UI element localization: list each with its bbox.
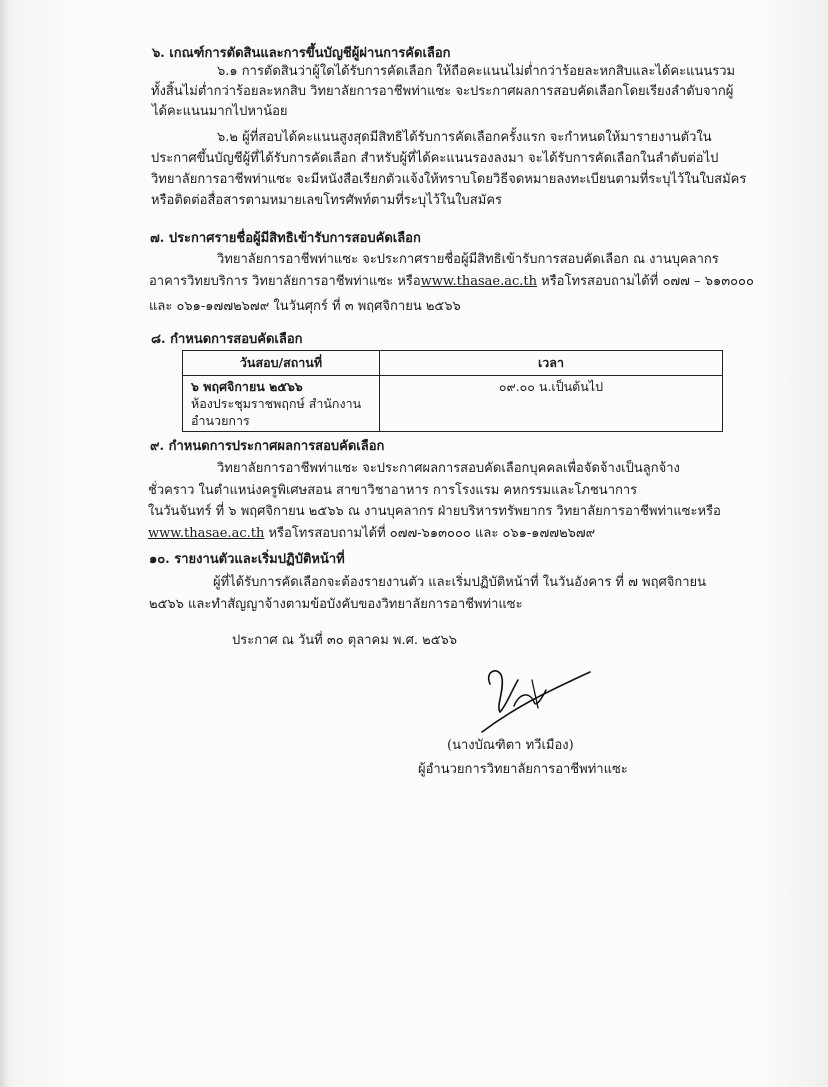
signer-name: (นางบัณฑิตา ทวีเมือง) xyxy=(447,738,574,753)
exam-schedule-table xyxy=(182,350,723,432)
announcement-date: ประกาศ ณ วันที่ ๓๐ ตุลาคม พ.ศ. ๒๕๖๖ xyxy=(232,633,458,648)
table-header-date-place: วันสอบ/สถานที่ xyxy=(183,351,380,376)
exam-date: ๖ พฤศจิกายน ๒๕๖๖ xyxy=(191,379,303,394)
section-7-line-1: วิทยาลัยการอาชีพท่าแซะ จะประกาศรายชื่อผู้มีสิทธิเข้ารับการสอบคัดเลือก ณ งานบุคลากร xyxy=(217,252,719,267)
table-cell-date-place xyxy=(183,376,380,432)
exam-place: ห้องประชุมราชพฤกษ์ สำนักงานอำนวยการ xyxy=(191,396,362,428)
section-9-line-2: ชั่วคราว ในตำแหน่งครูพิเศษสอน สาขาวิชาอาหาร การโรงแรม คหกรรมและโภชนาการ xyxy=(148,483,638,498)
section-9-line-4 xyxy=(148,526,595,542)
signature-image xyxy=(442,662,592,737)
signer-title: ผู้อำนวยการวิทยาลัยการอาชีพท่าแซะ xyxy=(418,762,628,777)
section-7-phone-text: หรือโทรสอบถามได้ที่ ๐๗๗ – ๖๑๓๐๐๐ xyxy=(537,274,754,289)
section-9-line-3: ในวันจันทร์ ที่ ๖ พฤศจิกายน ๒๕๖๖ ณ งานบุคลากร ฝ่ายบริหารทรัพยากร วิทยาลัยการอาชีพท่าแซะหรือ xyxy=(148,504,721,519)
section-7-heading: ๗. ประกาศรายชื่อผู้มีสิทธิเข้ารับการสอบคัดเลือก xyxy=(150,231,421,246)
website-link-2[interactable]: www.thasae.ac.th xyxy=(148,526,265,541)
section-6-2-line-4: หรือติดต่อสื่อสารตามหมายเลขโทรศัพท์ตามที่ระบุไว้ในใบสมัคร xyxy=(151,193,502,208)
section-7-line-2 xyxy=(149,274,754,290)
section-10-heading: ๑๐. รายงานตัวและเริ่มปฏิบัติหน้าที่ xyxy=(149,552,345,567)
table-row xyxy=(183,376,723,432)
section-6-1-line-3: ได้คะแนนมากไปหาน้อย xyxy=(152,104,288,119)
section-9-line-1: วิทยาลัยการอาชีพท่าแซะ จะประกาศผลการสอบคัดเลือกบุคคลเพื่อจัดจ้างเป็นลูกจ้าง xyxy=(217,461,680,476)
section-9-heading: ๙. กำหนดการประกาศผลการสอบคัดเลือก xyxy=(150,439,385,454)
table-header-time: เวลา xyxy=(380,351,723,376)
section-6-2-line-1: ๖.๒ ผู้ที่สอบได้คะแนนสูงสุดมีสิทธิได้รับการคัดเลือกครั้งแรก จะกำหนดให้มารายงานตัวใน xyxy=(217,130,712,145)
section-10-line-2: ๒๕๖๖ และทำสัญญาจ้างตามข้อบังคับของวิทยาลัยการอาชีพท่าแซะ xyxy=(149,597,523,612)
section-6-heading: ๖. เกณฑ์การตัดสินและการขึ้นบัญชีผู้ผ่านการคัดเลือก xyxy=(152,46,451,61)
table-header-row xyxy=(183,351,723,376)
section-8-heading: ๘. กำหนดการสอบคัดเลือก xyxy=(151,332,303,347)
website-link[interactable]: www.thasae.ac.th xyxy=(420,274,537,289)
section-10-line-1: ผู้ที่ได้รับการคัดเลือกจะต้องรายงานตัว และเริ่มปฏิบัติหน้าที่ ในวันอังคาร ที่ ๗ พฤศจิกายน xyxy=(213,575,707,590)
section-6-1-line-2: ทั้งสิ้นไม่ต่ำกว่าร้อยละหกสิบ วิทยาลัยการอาชีพท่าแซะ จะประกาศผลการสอบคัดเลือกโดยเรียงลำดับจากผู้ xyxy=(151,84,734,99)
section-6-2-line-2: ประกาศขึ้นบัญชีผู้ที่ได้รับการคัดเลือก สำหรับผู้ที่ได้คะแนนรองลงมา จะได้รับการคัดเลือกในลำดับต่อไป xyxy=(151,151,719,166)
page-edge-shadow xyxy=(0,0,10,1087)
section-6-1-line-1: ๖.๑ การตัดสินว่าผู้ใดได้รับการคัดเลือก ให้ถือคะแนนไม่ต่ำกว่าร้อยละหกสิบและได้คะแนนรวม xyxy=(217,64,736,79)
section-6-2-line-3: วิทยาลัยการอาชีพท่าแซะ จะมีหนังสือเรียกตัวแจ้งให้ทราบโดยวิธีจดหมายลงทะเบียนตามที่ระบุไว้ในใบสมัคร xyxy=(151,172,747,187)
section-7-line-3: และ ๐๖๑-๑๗๗๒๖๗๙ ในวันศุกร์ ที่ ๓ พฤศจิกายน ๒๕๖๖ xyxy=(149,299,461,314)
section-9-phone-text: หรือโทรสอบถามได้ที่ ๐๗๗-๖๑๓๐๐๐ และ ๐๖๑-๑๗๗๒๖๗๙ xyxy=(264,526,596,541)
table-cell-time xyxy=(380,376,723,432)
exam-time: ๐๙.๐๐ น.เป็นต้นไป xyxy=(498,379,604,394)
section-7-line-2-text: อาคารวิทยบริการ วิทยาลัยการอาชีพท่าแซะ หรือ xyxy=(149,274,421,289)
